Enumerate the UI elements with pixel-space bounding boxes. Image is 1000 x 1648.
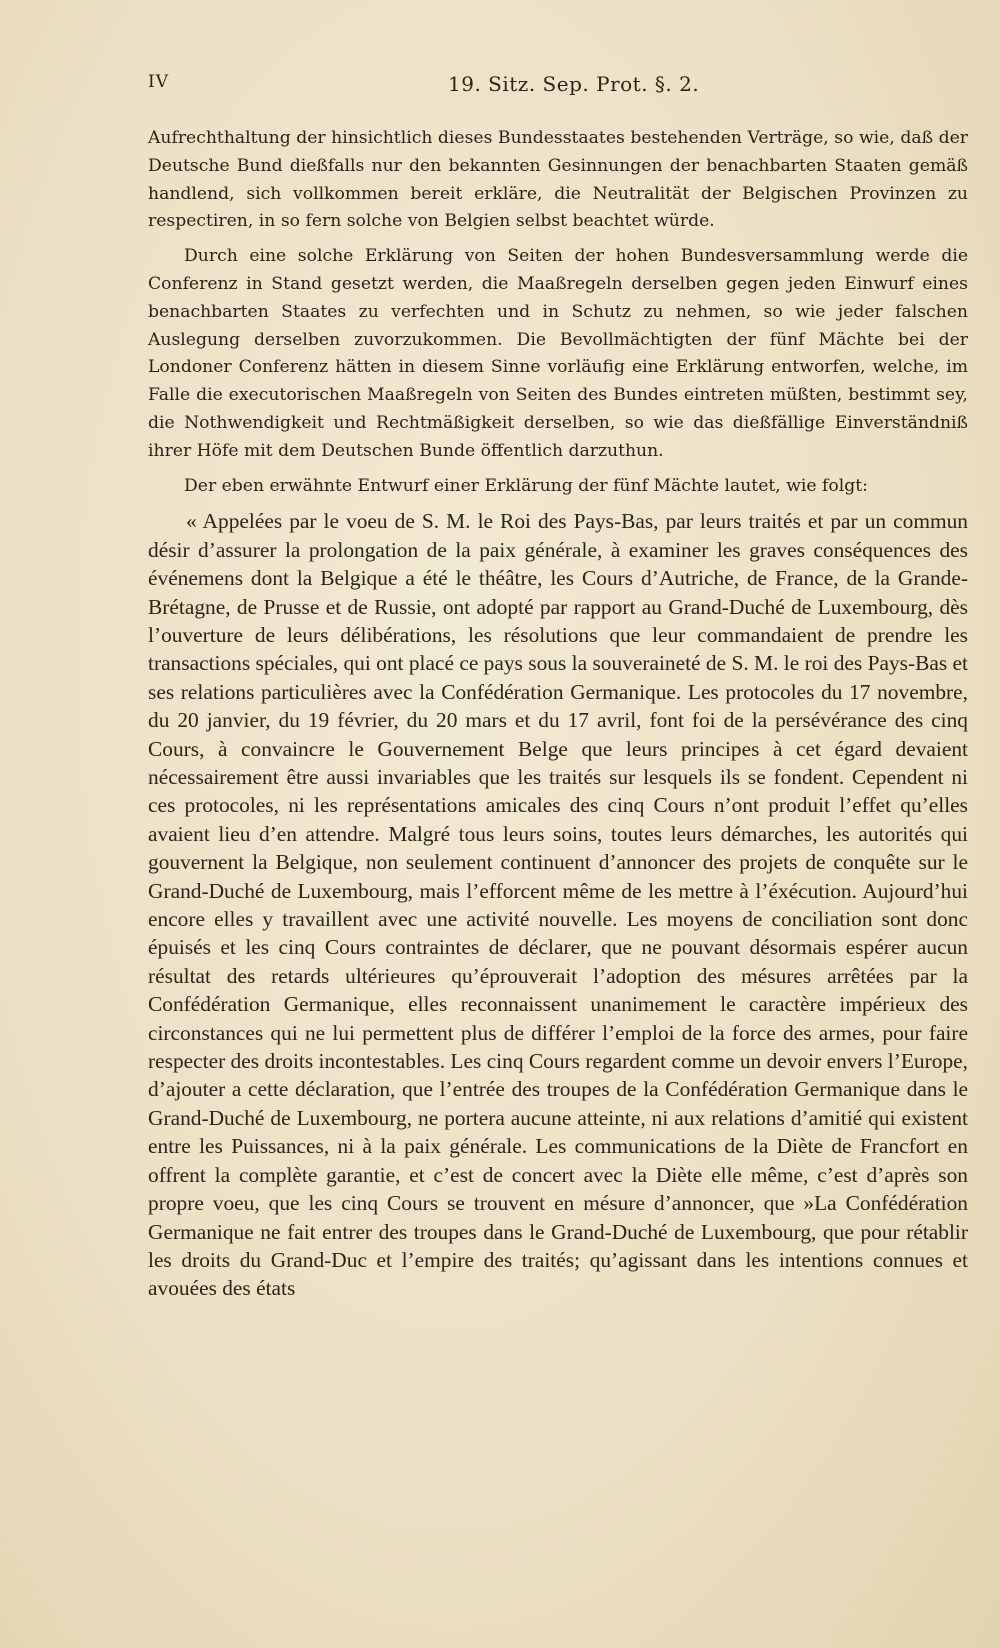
running-head: 19. Sitz. Sep. Prot. §. 2.: [448, 72, 700, 96]
page-body: [148, 125, 968, 1303]
page-number: IV: [148, 72, 169, 92]
page-header: [148, 72, 998, 112]
french-declaration: « Appelées par le voeu de S. M. le Roi des Pays-Bas, par leurs traités et par un commun désir d’assurer la prolongation de la paix générale, à examiner les graves conséquences des événemens dont la Belgique a été le théâtre, les Cours d’Autriche, de France, de la Grande-Brétagne, de Prusse et de Russie, ont adopté par rapport au Grand-Duché de Luxembourg, dès l’ouverture de leurs délibérations, les résolutions que leur commandaient de prendre les transactions spéciales, qui ont placé ce pays sous la souveraineté de S. M. le roi des Pays-Bas et ses relations particulières avec la Confédération Germanique. Les protocoles du 17 novembre, du 20 janvier, du 19 février, du 20 mars et du 17 avril, font foi de la persévérance des cinq Cours, à convaincre le Gouvernement Belge que leurs principes à cet égard devaient nécessairement être aussi invariables que les traités sur lesquels ils se fondent. Cependent ni ces protocoles, ni les représentations amicales des cinq Cours n’ont produit l’effet qu’elles avaient lieu d’en attendre. Malgré tous leurs soins, toutes leurs démarches, les autorités qui gouvernent la Belgique, non seulement continuent d’annoncer des projets de conquête sur le Grand-Duché de Luxembourg, mais l’efforcent même de les mettre à l’éxécution. Aujourd’hui encore elles y travaillent avec une activité nouvelle. Les moyens de conciliation sont donc épuisés et les cinq Cours contraintes de déclarer, que ne pouvant désormais espérer aucun résultat des retards ultérieures qu’éprouverait l’adoption des mésures arrêtées par la Confédération Germanique, elles reconnaissent unanimement le caractère impérieux des circonstances qui ne lui permettent plus de différer l’emploi de la force des armes, pour faire respecter des droits incontestables. Les cinq Cours regardent comme un devoir envers l’Europe, d’ajouter a cette déclaration, que l’entrée des troupes de la Confédération Germanique dans le Grand-Duché de Luxembourg, ne portera aucune atteinte, ni aux relations d’amitié qui existent entre les Puissances, ni à la paix générale. Les communications de la Diète de Francfort en offrent la complète garantie, et c’est de concert avec la Diète elle même, c’est d’après son propre voeu, que les cinq Cours se trouvent en mésure d’annoncer, que »La Confédération Germanique ne fait entrer des troupes dans le Grand-Duché de Luxembourg, que pour rétablir les droits du Grand-Duc et l’empire des traités; qu’agissant dans les intentions connues et avouées des états: [148, 509, 968, 1301]
paragraph-conference: Durch eine solche Erklärung von Seiten der hohen Bundesversammlung werde die Conferenz in Stand gesetzt werden, die Maaßregeln derselben gegen jeden Einwurf eines benachbarten Staates zu verfechten und in Schutz zu nehmen, so wie jeder falschen Auslegung derselben zuvorzukommen. Die Bevollmächtigten der fünf Mächte bei der Londoner Conferenz hätten in diesem Sinne vorläufig eine Erklärung entworfen, welche, im Falle die executorischen Maaßregeln von Seiten des Bundes eintreten müßten, bestimmt sey, die Nothwendigkeit und Rechtmäßigkeit derselben, so wie das dießfällige Einverständniß ihrer Höfe mit dem Deutschen Bunde öffentlich darzuthun.: [148, 246, 968, 461]
paragraph-continuation: Aufrechthaltung der hinsichtlich dieses Bundesstaates bestehenden Verträge, so wie, daß der Deutsche Bund dießfalls nur den bekannten Gesinnungen der benachbarten Staaten gemäß handlend, sich vollkommen bereit erkläre, die Neutralität der Belgischen Provinzen zu respectiren, in so fern solche von Belgien selbst beachtet würde.: [148, 128, 968, 232]
paragraph-draft-intro: Der eben erwähnte Entwurf einer Erklärung der fünf Mächte lautet, wie folgt:: [184, 475, 868, 496]
